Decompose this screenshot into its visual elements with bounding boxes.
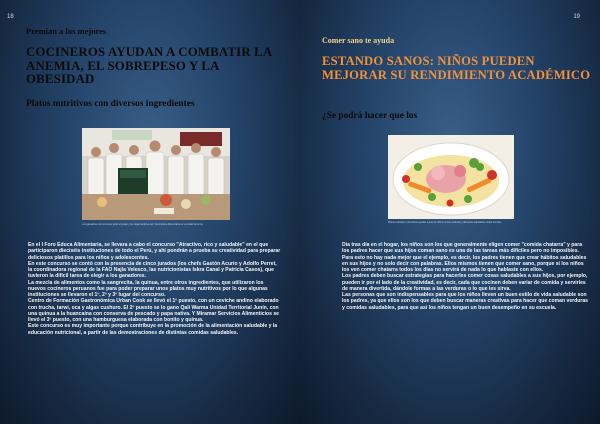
article-body xyxy=(28,242,282,336)
body-paragraph: Día tras día en el hogar, los niños son los que generalmente eligen comer "comida chatarra" y para los padres hacer que sus hijos coman sano es una de las tareas más difíciles pero no imposibles. xyxy=(342,242,583,255)
photo-caption: Los ganadores del concurso junto al jurado y los organizadores del I Foro Educa Alimentaria en la ciudad de Lima. xyxy=(82,223,204,226)
body-paragraph: Para esto no hay nada mejor que el ejemplo, es decir, los padres tienen que crear hábitos saludables en sus hijos y no solo decir con palabras. Ellos mismos tienen que comer sano, porque si los niños los ven comer chatarra todos los días no servirá de nada lo que hablaste con ellos. xyxy=(342,254,587,273)
body-paragraph: En el I Foro Educa Alimentaria, se llevara a cabo el concurso "Atractivo, rico y saludable" en el que participaron dieciséis instituciones de todo el Perú, y ahí pondrán a prueba su creatividad para preparar deliciosos platillos para los niños y adolescentes. xyxy=(28,242,281,261)
article-body xyxy=(342,242,590,311)
kids-food-plate-image xyxy=(388,135,514,219)
chefs-group-photo xyxy=(82,128,230,220)
body-paragraph: Este concurso es muy importante porque contribuye en la promoción de la alimentación saludable y la educación nutricional, a partir de las demostraciones de distintas comidas saludables. xyxy=(28,323,278,336)
article-headline: COCINEROS AYUDAN A COMBATIR LA ANEMIA, EL SOBREPESO Y LA OBESIDAD xyxy=(26,45,272,86)
article-headline: ESTANDO SANOS: NIÑOS PUEDEN MEJORAR SU RENDIMIENTO ACADÉMICO xyxy=(322,54,591,82)
body-paragraph: Las personas que son indispensables para que los niños lleven un buen estilo de vida saludable son los padres, ya que ellos son los que deben buscar maneras creativas para hacer que coman verduras y comidas saludables, para que así los niños tengan un buen desempeño en su escuela. xyxy=(342,292,589,311)
section-kicker: Comer sano te ayuda xyxy=(322,36,395,45)
chefs-group-photo-image xyxy=(82,128,230,220)
article-subheadline: ¿Se podrá hacer que los xyxy=(322,111,418,121)
article-subheadline: Platos nutritivos con diversos ingredientes xyxy=(26,99,195,109)
section-kicker: Premian a los mejores xyxy=(26,26,107,36)
body-paragraph: En este concurso se contó con la presencia de cinco jurados (los chefs Gastón Acurio y Adolfo Perret, la coordinadora regional de la FAO Najla Velesco, las nutricionistas Iskra Canal y Patricia Casos), que tuvieron la difícil tarea de elegir a los ganadores. xyxy=(28,260,277,280)
page-number: 18 xyxy=(7,14,14,20)
photo-caption: Platos coloridos y divertidos ayudan a que los niños coman verduras y alimentos saludables todos los días. xyxy=(388,221,502,224)
right-page xyxy=(300,0,600,424)
page-number: 19 xyxy=(573,14,580,20)
kids-food-plate-photo xyxy=(388,135,514,219)
body-paragraph: Los padres deben buscar estrategias para hacerles comer cosas saludables a sus hijos, por ejemplo, pueden ir por el lado de la creatividad, es decir, cada que cocinen deben variar de comida y servirles de manera divertida, dándole formas a las verduras o lo que les sirva. xyxy=(342,273,588,292)
body-paragraph: Centro de Formación Gastronómica Urban Cook se llevó el 1º puesto, con un ceviche andino elaborado con trucha, tarwi, oca y algas cushuro. El 2º puesto se lo gano Qali Warma Unidad Territorial Junín, con una quinua a la huancaína con conserva de pescado y papa nativa. Y Miramar Servicios Alimenticios se llevó el 3º puesto, con una hamburguesa elaborada con bonito y quinua. xyxy=(28,298,280,323)
body-paragraph: La mezcla de alimentos como la sangrecita, la quinua, entre otros ingredientes, que utilizaron los nuevos cocineros peruanos fue para poder preparar unos platos muy nutritivos por lo que algunas instituciones se llevaron el 1º, 2º y 3º lugar del concurso. xyxy=(28,279,268,298)
